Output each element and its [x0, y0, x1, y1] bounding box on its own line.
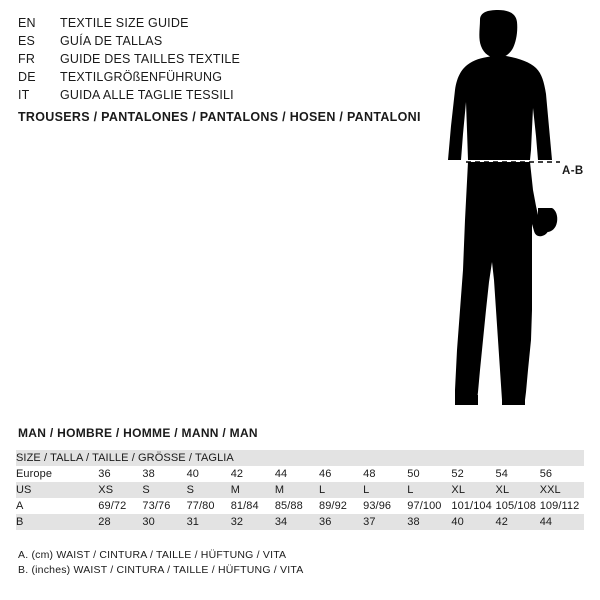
table-cell: 44 — [274, 468, 288, 480]
table-row — [16, 466, 584, 482]
table-cell: 85/88 — [274, 500, 303, 512]
table-cell: 54 — [495, 468, 508, 480]
table-title: MAN / HOMBRE / HOMME / MANN / MAN — [18, 426, 258, 440]
table-row — [16, 514, 584, 530]
table-cell: 36 — [98, 468, 111, 480]
language-row — [18, 68, 418, 86]
footnotes — [18, 548, 303, 578]
language-row — [18, 14, 418, 32]
table-cell: XS — [98, 484, 114, 496]
table-cell: XL — [451, 484, 466, 496]
table-cell: XXL — [539, 484, 561, 496]
table-cell: L — [363, 484, 370, 496]
language-code: FR — [18, 52, 36, 66]
table-cell: 38 — [407, 516, 420, 528]
measurement-label-ab: A-B — [562, 165, 584, 177]
table-cell: 28 — [98, 516, 111, 528]
table-row-label: SIZE / TALLA / TAILLE / GRÖSSE / TAGLIA — [16, 452, 234, 464]
product-title: TROUSERS / PANTALONES / PANTALONS / HOSEN / PANTALONI — [18, 110, 421, 124]
table-cell: 42 — [230, 468, 244, 480]
table-cell: 44 — [539, 516, 553, 528]
language-text: GUIDE DES TAILLES TEXTILE — [60, 52, 241, 66]
language-row — [18, 86, 418, 104]
table-cell: 48 — [363, 468, 376, 480]
table-cell: 32 — [230, 516, 244, 528]
table-cell: 46 — [318, 468, 332, 480]
size-table — [16, 450, 584, 530]
table-cell: M — [274, 484, 285, 496]
table-cell: 73/76 — [142, 500, 171, 512]
table-row — [16, 482, 584, 498]
table-cell: 77/80 — [186, 500, 215, 512]
body-silhouette-icon — [410, 10, 595, 410]
table-row-label: Europe — [16, 468, 53, 480]
table-cell: 36 — [318, 516, 332, 528]
language-code: DE — [18, 70, 36, 84]
language-code: IT — [18, 88, 30, 102]
table-row-label: B — [16, 516, 24, 528]
table-row-label: US — [16, 484, 32, 496]
table-cell: 42 — [495, 516, 508, 528]
table-cell: 97/100 — [407, 500, 442, 512]
table-cell: 37 — [363, 516, 376, 528]
table-row — [16, 498, 584, 514]
table-cell: 50 — [407, 468, 420, 480]
footnote-a: A. (cm) WAIST / CINTURA / TAILLE / HÜFTUNG / VITA — [18, 549, 287, 561]
table-cell: 105/108 — [495, 500, 537, 512]
language-row — [18, 32, 418, 50]
table-cell: 89/92 — [318, 500, 348, 512]
table-cell: 38 — [142, 468, 155, 480]
language-list — [18, 14, 418, 104]
language-text: GUIDA ALLE TAGLIE TESSILI — [60, 88, 234, 102]
table-cell: 93/96 — [363, 500, 392, 512]
table-cell: 40 — [186, 468, 199, 480]
language-code: ES — [18, 34, 36, 48]
table-cell: XL — [495, 484, 510, 496]
table-cell: 31 — [186, 516, 199, 528]
table-cell: L — [318, 484, 326, 496]
language-text: TEXTILE SIZE GUIDE — [60, 16, 189, 30]
table-cell: 81/84 — [230, 500, 259, 512]
table-cell: 56 — [539, 468, 553, 480]
footnote-b: B. (inches) WAIST / CINTURA / TAILLE / HÜFTUNG / VITA — [18, 564, 304, 576]
table-cell: 30 — [142, 516, 155, 528]
table-cell: S — [142, 484, 150, 496]
language-row — [18, 50, 418, 68]
table-cell: L — [407, 484, 414, 496]
table-row — [16, 450, 584, 466]
table-cell: S — [186, 484, 194, 496]
table-cell: 69/72 — [98, 500, 127, 512]
table-row-label: A — [16, 500, 24, 512]
table-cell: 34 — [274, 516, 288, 528]
table-cell: 109/112 — [539, 500, 580, 512]
language-text: TEXTILGRÖßENFÜHRUNG — [60, 70, 223, 84]
table-cell: 52 — [451, 468, 464, 480]
table-cell: M — [230, 484, 240, 496]
figure-silhouette — [410, 10, 595, 410]
table-cell: 101/104 — [451, 500, 492, 512]
language-text: GUÍA DE TALLAS — [60, 34, 163, 48]
language-code: EN — [18, 16, 36, 30]
table-cell: 40 — [451, 516, 464, 528]
